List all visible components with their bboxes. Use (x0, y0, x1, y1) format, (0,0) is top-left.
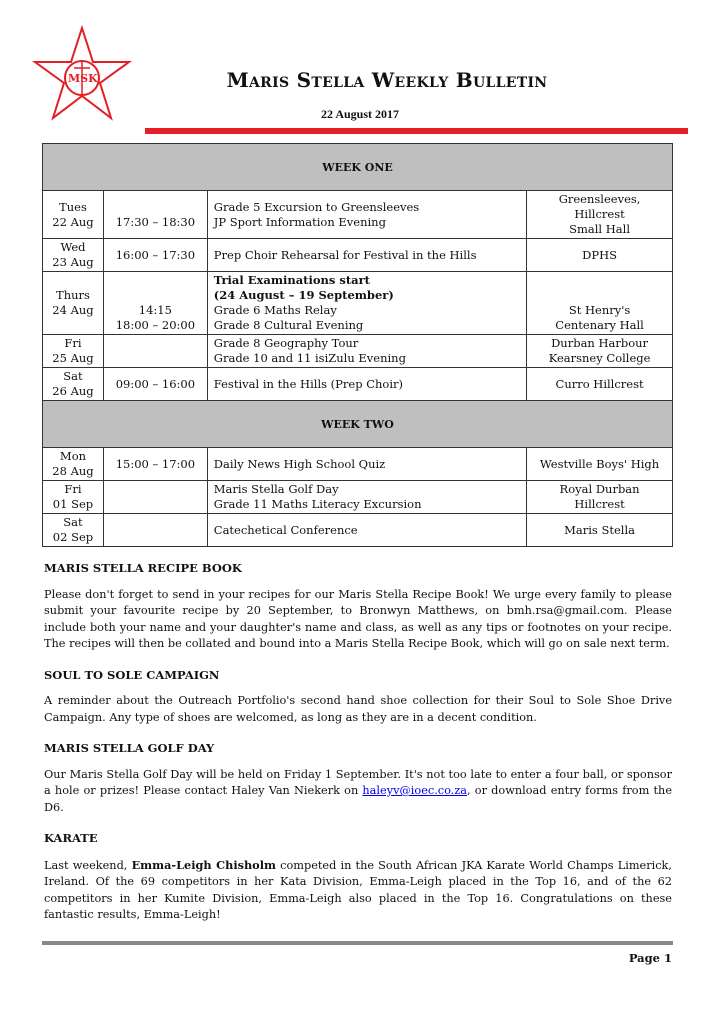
recipe-heading: MARIS STELLA RECIPE BOOK (44, 561, 242, 575)
row-time: 18:00 – 20:00 (115, 318, 196, 332)
row-day: Thurs (56, 288, 90, 302)
row-event: Grade 11 Maths Literacy Excursion (213, 497, 422, 511)
row-time: 15:00 – 17:00 (115, 456, 196, 471)
row-time: 09:00 – 16:00 (115, 376, 196, 391)
row-event: Trial Examinations start (213, 273, 370, 287)
row-date: 28 Aug (52, 464, 94, 478)
recipe-text: Please don't forget to send in your recipes for our Maris Stella Recipe Book! We urge every family to please submit your favourite recipe by 20 September, to Bronwyn Matthews, on bmh.rsa@gmail.com. Please include both your name and your daughter's name and class, as well as any tips or footnotes on your recipe. The recipes will then be collated and bound into a Maris Stella Recipe Book, which will go on sale next term. (44, 587, 672, 650)
week-one-label: WEEK ONE (43, 144, 673, 191)
week-two-header (43, 401, 673, 448)
row-date: 22 Aug (52, 214, 94, 229)
table-row (43, 448, 673, 481)
header-divider (145, 128, 688, 134)
row-venue: Westville Boys' High (539, 456, 660, 471)
contact-email-link[interactable]: haleyv@ioec.co.za (362, 784, 468, 797)
row-event: Maris Stella Golf Day (213, 482, 339, 496)
row-day: Tues (59, 199, 87, 214)
row-venue: Maris Stella (564, 522, 636, 537)
row-date: 24 Aug (52, 303, 94, 317)
row-event: JP Sport Information Evening (213, 214, 386, 229)
footer-divider (42, 941, 673, 945)
row-event: Prep Choir Rehearsal for Festival in the Hills (213, 247, 477, 262)
row-time: 14:15 (138, 303, 172, 317)
row-date: 26 Aug (52, 384, 94, 398)
table-row (43, 514, 673, 547)
soul-heading: SOUL TO SOLE CAMPAIGN (44, 667, 220, 682)
row-event: Grade 10 and 11 isiZulu Evening (213, 351, 406, 365)
row-day: Fri (64, 482, 82, 496)
table-row (43, 191, 673, 239)
row-date: 25 Aug (52, 351, 94, 365)
karate-heading: KARATE (44, 831, 98, 845)
row-time: 16:00 – 17:30 (115, 247, 196, 262)
row-venue: St Henry's (568, 303, 631, 317)
row-event: Daily News High School Quiz (213, 456, 386, 471)
row-event: (24 August – 19 September) (213, 288, 394, 302)
crest-letters: MSK (68, 72, 98, 85)
row-day: Fri (64, 336, 82, 350)
table-row (43, 481, 673, 514)
row-day: Sat (63, 515, 83, 529)
row-event: Grade 8 Geography Tour (213, 336, 359, 350)
schedule-table (42, 143, 673, 547)
row-day: Wed (60, 240, 86, 254)
bulletin-body (44, 560, 672, 938)
row-venue: Small Hall (569, 222, 631, 236)
row-venue: Curro Hillcrest (555, 376, 644, 391)
golf-text: Our Maris Stella Golf Day will be held on Friday 1 September. It's not too late to enter a four ball, or sponsor a hole or prizes! Please contact Haley Van Niekerk on haleyv@ioec.co.za, or download entry forms from the D6. (44, 767, 672, 814)
row-date: 23 Aug (52, 255, 94, 269)
school-crest-logo (30, 24, 134, 128)
soul-text: A reminder about the Outreach Portfolio's second hand shoe collection for their Soul to Sole Shoe Drive Campaign. Any type of shoes are welcomed, as long as they are in a decent condition. (44, 694, 672, 724)
table-row (43, 272, 673, 335)
golf-heading: MARIS STELLA GOLF DAY (44, 741, 215, 755)
table-row (43, 335, 673, 368)
row-event: Festival in the Hills (Prep Choir) (213, 376, 404, 391)
row-date: 01 Sep (52, 497, 94, 511)
week-two-label: WEEK TWO (43, 401, 673, 448)
table-row (43, 368, 673, 401)
page-number: Page 1 (628, 951, 672, 965)
row-event: Grade 5 Excursion to Greensleeves (213, 199, 420, 214)
row-venue: DPHS (582, 247, 617, 262)
week-one-header (43, 144, 673, 191)
table-row (43, 239, 673, 272)
row-date: 02 Sep (52, 530, 94, 544)
row-time: 17:30 – 18:30 (115, 214, 196, 229)
bulletin-title: Maris Stella Weekly Bulletin (226, 68, 548, 92)
row-day: Mon (59, 449, 87, 463)
row-venue: Greensleeves, Hillcrest (558, 192, 641, 221)
row-venue: Royal Durban (559, 482, 640, 496)
athlete-name: Emma-Leigh Chisholm (131, 857, 276, 872)
row-event: Catechetical Conference (213, 522, 358, 537)
row-venue: Kearsney College (548, 351, 651, 365)
row-venue: Durban Harbour (551, 336, 649, 350)
row-event: Grade 8 Cultural Evening (213, 318, 364, 332)
karate-text: Last weekend, Emma-Leigh Chisholm competed in the South African JKA Karate World Champs Limerick, Ireland. Of the 69 competitors in her Kata Division, Emma-Leigh placed in the Top 16, and of the 62 competitors in her Kumite Division, Emma-Leigh also placed in the Top 16. Congratulations on these fantastic results, Emma-Leigh! (44, 857, 672, 921)
row-day: Sat (63, 369, 83, 383)
row-venue: Hillcrest (574, 497, 625, 511)
row-event: Grade 6 Maths Relay (213, 303, 337, 317)
bulletin-date: 22 August 2017 (320, 107, 400, 121)
row-venue: Centenary Hall (555, 318, 644, 332)
